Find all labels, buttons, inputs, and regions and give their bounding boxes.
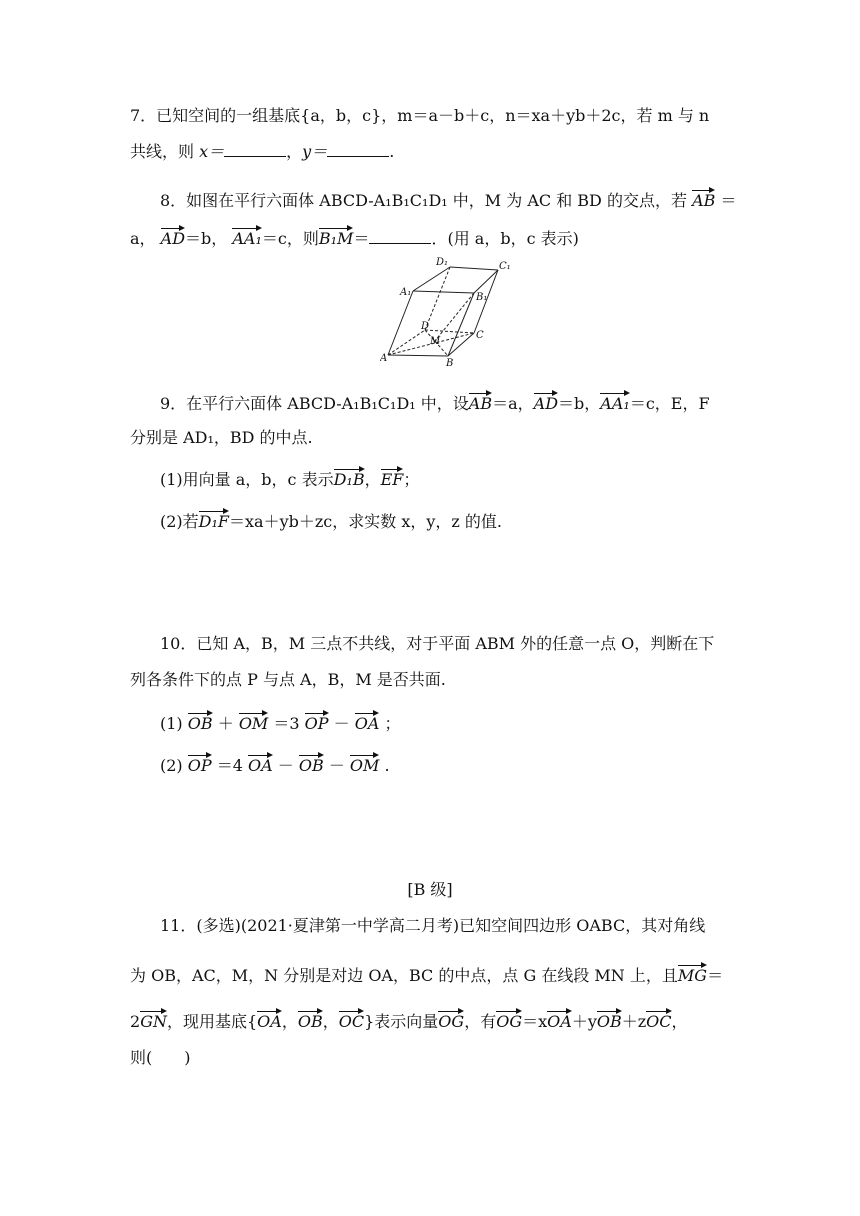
q9-text2: 分别是 AD₁，BD 的中点. xyxy=(130,428,313,447)
vec-b1m: B₁M xyxy=(319,225,354,251)
parallelepiped-figure xyxy=(380,256,520,372)
q10-p2-eq: ＝4 xyxy=(211,756,248,775)
vec-oc-12: OC xyxy=(646,1008,671,1034)
vec-aa1-9: AA₁ xyxy=(600,390,630,416)
vec-aa1: AA₁ xyxy=(232,225,262,251)
label-a: A xyxy=(380,353,388,364)
q11-line1 xyxy=(160,914,760,938)
vec-ob-2: OB xyxy=(299,752,324,778)
q10-p1-label: (1) xyxy=(160,714,188,733)
q7-text: 7．已知空间的一组基底{a，b，c}，m＝a－b＋c，n＝xa＋yb＋2c，若 m 与 n xyxy=(130,106,710,125)
q7-x: x＝ xyxy=(199,142,225,161)
q11-c1: ， xyxy=(281,1012,298,1031)
label-m: M xyxy=(430,336,441,347)
q10-plus: ＋ xyxy=(212,714,239,733)
q7-blank-x xyxy=(224,142,286,157)
q7-y: y＝ xyxy=(302,142,328,161)
q10-p2-label: (2) xyxy=(160,756,188,775)
q11-text: 11．(多选)(2021· xyxy=(160,916,293,935)
q11-options: 则( ) xyxy=(130,1048,191,1067)
vec-oc-11: OC xyxy=(339,1008,364,1034)
q10-text: 10．已知 A，B，M 三点不共线，对于平面 ABM 外的任意一点 O，判断在下 xyxy=(160,634,715,653)
q8-eq2: ＝ xyxy=(353,229,370,248)
q10-part1 xyxy=(160,710,760,736)
label-c: C xyxy=(476,330,484,341)
q10-part2 xyxy=(160,752,760,778)
q11-c2: ， xyxy=(322,1012,339,1031)
vec-oa-11: OA xyxy=(257,1008,282,1034)
q9-b: ＝b， xyxy=(558,394,601,413)
q7-comma: ， xyxy=(286,142,303,161)
q9-p1-text: (1)用向量 a，b，c 表示 xyxy=(160,470,334,489)
q10-minus: － xyxy=(328,714,355,733)
vec-ob-12: OB xyxy=(597,1008,622,1034)
label-d: D xyxy=(421,321,430,332)
q11-y: ＋y xyxy=(571,1012,597,1031)
vec-oa-12: OA xyxy=(547,1008,572,1034)
q9-part1 xyxy=(160,466,760,492)
label-b1: B₁ xyxy=(476,292,488,303)
q11-text2: )已知空间四边形 OABC，其对角线 xyxy=(452,916,706,935)
vec-op-2: OP xyxy=(188,752,212,778)
vec-ob-11: OB xyxy=(298,1008,323,1034)
q9-p1-comma: ， xyxy=(364,470,381,489)
vec-oa: OA xyxy=(355,710,380,736)
q9-line2 xyxy=(130,426,730,450)
label-b: B xyxy=(446,358,454,368)
q11-line2 xyxy=(130,962,730,988)
q8-b: ＝b， xyxy=(185,229,228,248)
label-a1: A₁ xyxy=(400,287,412,298)
vec-oa-2: OA xyxy=(248,752,273,778)
q9-line1 xyxy=(160,390,760,416)
label-d1: D₁ xyxy=(436,257,449,268)
q11-z: ＋z xyxy=(621,1012,647,1031)
q9-part2 xyxy=(160,508,760,534)
q8-c: ＝c，则 xyxy=(261,229,319,248)
q9-c: ＝c，E，F xyxy=(629,394,710,413)
q8-eq: ＝ xyxy=(720,191,737,210)
vec-ef: EF xyxy=(381,466,404,492)
q11-represent: }表示向量 xyxy=(364,1012,439,1031)
q11-source: 夏津第一中学高二月考 xyxy=(292,916,453,935)
q11-have: ，有 xyxy=(464,1012,497,1031)
q10-end: ； xyxy=(379,714,401,733)
vec-d1f: D₁F xyxy=(199,508,229,534)
q8-blank xyxy=(369,229,431,244)
vec-ad-9: AD xyxy=(534,390,558,416)
vec-mg: MG xyxy=(678,962,707,988)
vec-gn: GN xyxy=(140,1008,167,1034)
q7-blank-y xyxy=(327,142,389,157)
q10-p2-minus: － xyxy=(272,756,299,775)
vec-ob: OB xyxy=(188,710,213,736)
q9-p2-end: ＝xa＋yb＋zc，求实数 x，y，z 的值. xyxy=(229,512,503,531)
q10-eq: ＝3 xyxy=(268,714,305,733)
vec-og: OG xyxy=(438,1008,464,1034)
q10-p2-minus2: － xyxy=(323,756,350,775)
q10-line1 xyxy=(160,632,760,656)
q7-line2 xyxy=(130,140,730,164)
q11-2: 2 xyxy=(130,1012,141,1031)
q10-text2: 列各条件下的点 P 与点 A，B，M 是否共面. xyxy=(130,670,446,689)
q9-a: ＝a， xyxy=(492,394,534,413)
label-c1: C₁ xyxy=(499,261,511,272)
q11-eq: ＝ xyxy=(707,966,724,985)
q8-hint: ．(用 a，b，c 表示) xyxy=(431,229,579,248)
vec-d1b: D₁B xyxy=(334,466,365,492)
vec-og-2: OG xyxy=(496,1008,522,1034)
q10-p2-end: . xyxy=(379,756,390,775)
q11-text3: 为 OB，AC，M，N 分别是对边 OA，BC 的中点，点 G 在线段 MN 上，且 xyxy=(130,966,678,985)
vec-ab: AB xyxy=(692,187,715,213)
vec-op: OP xyxy=(305,710,329,736)
q11-line3 xyxy=(130,1008,730,1034)
section-heading: [B 级] xyxy=(407,880,453,899)
q11-line4 xyxy=(130,1046,730,1070)
q8-line2 xyxy=(130,225,730,251)
vec-om: OM xyxy=(239,710,269,736)
vec-ad: AD xyxy=(161,225,185,251)
q8-a: a， xyxy=(130,229,156,248)
q11-basis: ，现用基底{ xyxy=(166,1012,258,1031)
q11-end: ， xyxy=(671,1012,688,1031)
q7-text2: 共线，则 xyxy=(130,142,195,161)
q7-line1 xyxy=(130,104,730,128)
q11-x: ＝x xyxy=(522,1012,548,1031)
q9-p2-text: (2)若 xyxy=(160,512,199,531)
q8-text: 8．如图在平行六面体 ABCD-A₁B₁C₁D₁ 中，M 为 AC 和 BD 的交点，若 xyxy=(160,191,687,210)
vec-ab-9: AB xyxy=(469,390,492,416)
q9-p1-end: ； xyxy=(403,470,420,489)
q9-text: 9．在平行六面体 ABCD-A₁B₁C₁D₁ 中，设 xyxy=(160,394,469,413)
q7-dot: . xyxy=(389,142,395,161)
parallelepiped-svg xyxy=(380,256,520,368)
q8-line1 xyxy=(160,187,760,213)
q10-line2 xyxy=(130,668,730,692)
vec-om-2: OM xyxy=(350,752,380,778)
